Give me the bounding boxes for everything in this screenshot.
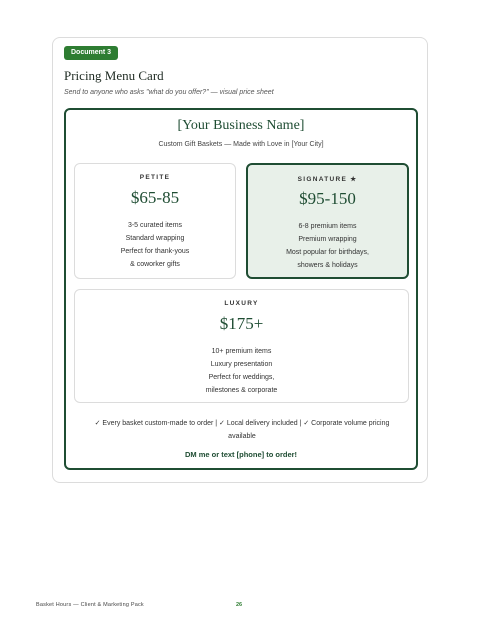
tier-detail-line: Standard wrapping (125, 235, 185, 242)
features-list (76, 417, 408, 443)
tier-name: SIGNATURE ★ (297, 176, 358, 183)
tier-name: LUXURY (224, 300, 259, 307)
tier-price: $95-150 (299, 189, 356, 208)
call-to-action: DM me or text [phone] to order! (184, 450, 298, 459)
tier-detail-line: 6-8 premium items (298, 223, 357, 230)
tier-details (248, 220, 407, 272)
features-line: ✓ Every basket custom-made to order | ✓ Local delivery included | ✓ Corporate volume pricing (94, 420, 390, 427)
tier-detail-line: Luxury presentation (210, 361, 273, 368)
tier-details (75, 219, 235, 271)
tier-card-luxury (74, 289, 409, 403)
tier-detail-line: 10+ premium items (211, 348, 272, 355)
tier-name: PETITE (139, 174, 171, 181)
tier-detail-line: Perfect for thank-yous (120, 248, 190, 255)
tier-detail-line: showers & holidays (297, 262, 358, 269)
document-title: Pricing Menu Card (64, 68, 164, 83)
tier-detail-line: Most popular for birthdays, (286, 249, 369, 256)
tier-detail-line: 3-5 curated items (127, 222, 183, 229)
tier-detail-line: Perfect for weddings, (208, 374, 275, 381)
tier-card-petite (74, 163, 236, 279)
footer-title: Basket Hours — Client & Marketing Pack (36, 602, 144, 608)
tier-price: $175+ (219, 314, 264, 333)
document-badge: Document 3 (64, 46, 118, 60)
tier-detail-line: milestones & corporate (205, 387, 278, 394)
tier-card-signature (246, 163, 409, 279)
document-card (52, 37, 428, 483)
business-tagline: Custom Gift Baskets — Made with Love in [Your City] (158, 141, 324, 148)
page-number: 26 (236, 602, 243, 608)
tier-details (75, 345, 408, 397)
tier-detail-line: & coworker gifts (130, 261, 180, 268)
document-subtitle: Send to anyone who asks "what do you offer?" — visual price sheet (64, 89, 274, 96)
tier-price: $65-85 (130, 188, 180, 207)
pricing-menu-card (64, 108, 418, 470)
features-line: available (228, 433, 256, 440)
business-name: [Your Business Name] (177, 118, 305, 133)
tier-detail-line: Premium wrapping (298, 236, 357, 243)
